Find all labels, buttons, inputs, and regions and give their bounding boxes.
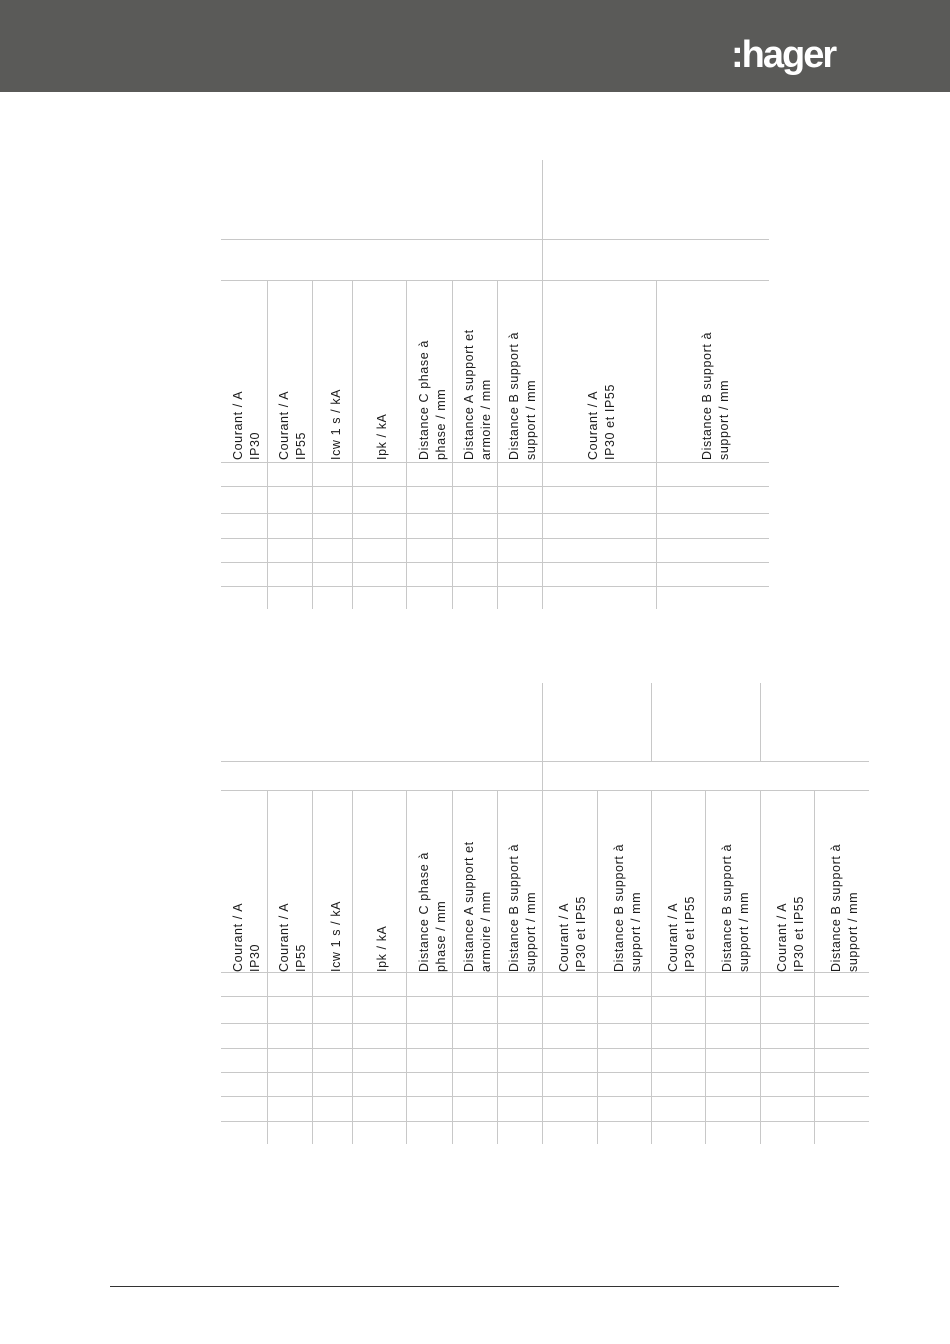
col-ipk: Ipk / kA <box>375 925 389 972</box>
col-distance-b-3: Distance B support à support / mm <box>829 843 860 972</box>
footer-divider <box>110 1286 839 1287</box>
col-current-ip30-ip55: Courant / A IP30 et IP55 <box>586 384 617 460</box>
col-current-ip55: Courant / A IP55 <box>277 902 308 972</box>
col-distance-b: Distance B support à support / mm <box>507 843 538 972</box>
col-distance-b: Distance B support à support / mm <box>507 331 538 460</box>
col-current-ip30: Courant / A IP30 <box>231 390 262 460</box>
col-distance-b-1: Distance B support à support / mm <box>612 843 643 972</box>
col-icw: Icw 1 s / kA <box>329 900 343 972</box>
col-current-ip55: Courant / A IP55 <box>277 390 308 460</box>
page-header <box>0 0 950 92</box>
col-current-ip30-ip55-1: Courant / A IP30 et IP55 <box>557 896 588 972</box>
col-distance-a: Distance A support et armoire / mm <box>462 841 493 972</box>
col-distance-c: Distance C phase à phase / mm <box>417 340 448 460</box>
col-distance-c: Distance C phase à phase / mm <box>417 852 448 972</box>
hager-logo: :hager <box>731 34 836 76</box>
col-current-ip30-ip55-3: Courant / A IP30 et IP55 <box>775 896 806 972</box>
col-current-ip30-ip55-2: Courant / A IP30 et IP55 <box>666 896 697 972</box>
col-distance-b-2: Distance B support à support / mm <box>720 843 751 972</box>
col-ipk: Ipk / kA <box>375 413 389 460</box>
col-current-ip30: Courant / A IP30 <box>231 902 262 972</box>
col-distance-a: Distance A support et armoire / mm <box>462 329 493 460</box>
col-icw: Icw 1 s / kA <box>329 388 343 460</box>
col-distance-b-alt: Distance B support à support / mm <box>700 331 731 460</box>
